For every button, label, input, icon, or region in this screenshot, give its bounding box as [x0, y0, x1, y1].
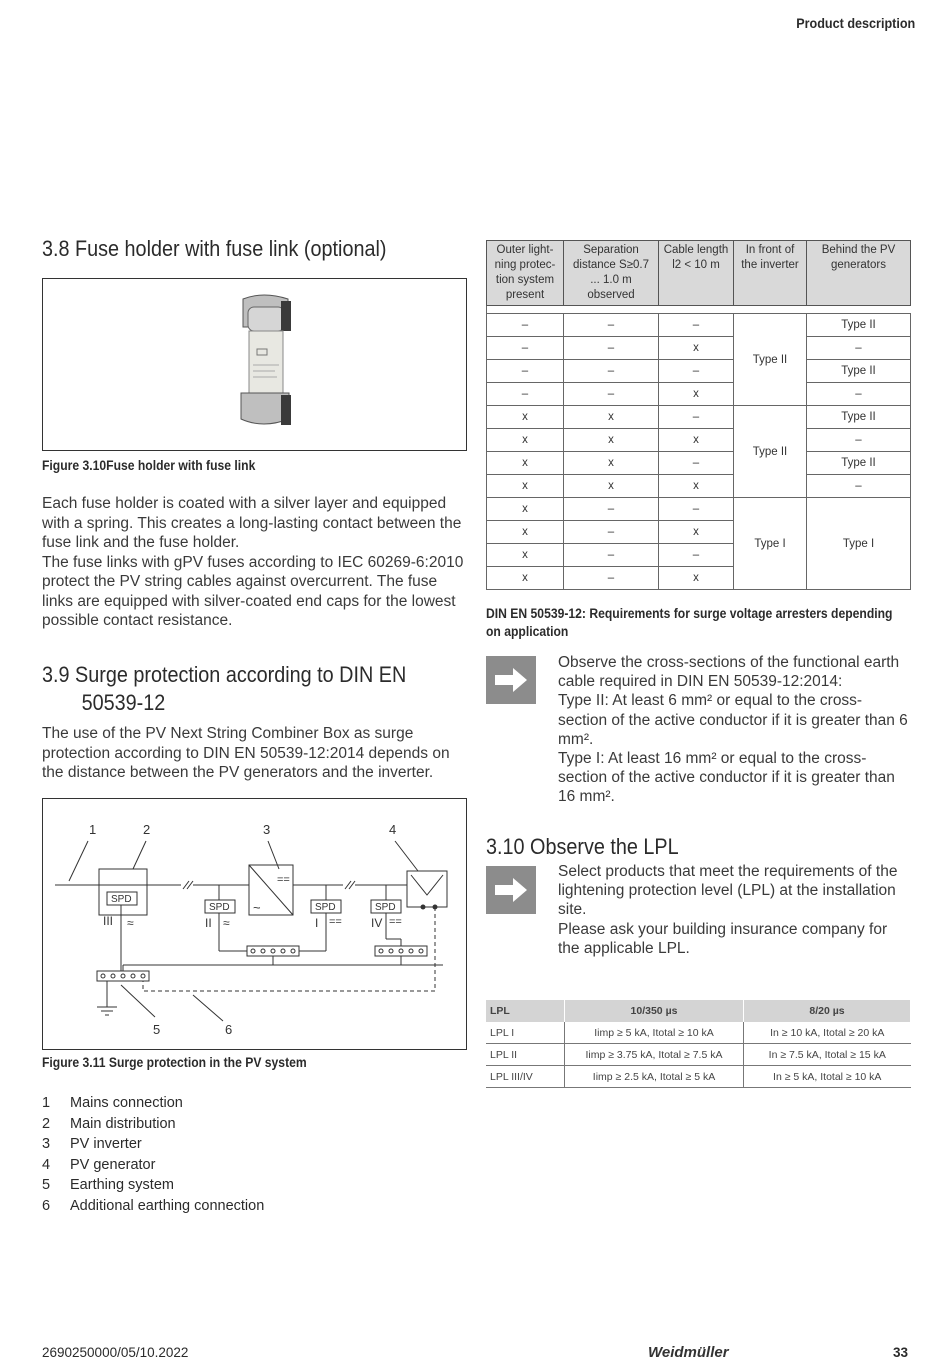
cell: –: [564, 521, 659, 544]
table-row: [487, 383, 911, 406]
spd-label: SPD: [375, 902, 396, 913]
arrow-right-icon: [493, 667, 529, 693]
legend-number: 5: [42, 1177, 51, 1193]
cell: x: [659, 567, 734, 590]
table-header-row: [486, 1000, 911, 1022]
legend-text: Additional earthing connection: [70, 1197, 265, 1214]
cell: LPL I: [486, 1022, 565, 1044]
spacer-row: [487, 306, 911, 314]
legend-text: Earthing system: [70, 1177, 174, 1193]
callout-6: 6: [225, 1022, 233, 1037]
fuse-holder-image: [43, 279, 466, 450]
cell: –: [564, 360, 659, 383]
cell: –: [487, 383, 564, 406]
cell: –: [807, 337, 911, 360]
cell: –: [487, 360, 564, 383]
cell: Iimp ≥ 2.5 kA, Itotal ≥ 5 kA: [565, 1066, 744, 1088]
cell: In ≥ 7.5 kA, Itotal ≥ 15 kA: [744, 1044, 911, 1066]
cell: x: [564, 452, 659, 475]
front-cell: Type II: [734, 314, 807, 406]
note-line: Observe the cross-sections of the functional earth cable required in DIN EN 50539-12:2014:: [558, 654, 900, 691]
figure-legend: [42, 1093, 264, 1216]
dc-symbol: ==: [329, 916, 342, 928]
note-line: Select products that meet the requirements of the lightening protection level (LPL) at the installation site.: [558, 863, 898, 919]
cell: In ≥ 10 kA, Itotal ≥ 20 kA: [744, 1022, 911, 1044]
column-header: Outer light-ning protec-tion system present: [487, 241, 564, 306]
cell: –: [487, 314, 564, 337]
cell: Type II: [807, 360, 911, 383]
cell: x: [659, 521, 734, 544]
cell: x: [487, 406, 564, 429]
dc-symbol: ==: [277, 874, 290, 886]
table-row: [487, 475, 911, 498]
cell: x: [487, 475, 564, 498]
note-arrow-icon: [486, 866, 536, 914]
callout-1: 1: [89, 822, 97, 837]
cell: Type II: [807, 452, 911, 475]
callout-3: 3: [263, 822, 271, 837]
legend-item: [42, 1196, 264, 1217]
surge-protection-diagram: [43, 799, 466, 1049]
legend-item: [42, 1155, 264, 1176]
cell: –: [807, 429, 911, 452]
table-row: [486, 1044, 911, 1066]
legend-item: [42, 1114, 264, 1135]
cell: x: [659, 383, 734, 406]
cell: –: [564, 567, 659, 590]
legend-item: [42, 1175, 264, 1196]
dc-symbol: ==: [389, 916, 402, 928]
callout-4: 4: [389, 822, 397, 837]
page-number: 33: [892, 1345, 908, 1360]
table-row: [487, 406, 911, 429]
cell: x: [487, 452, 564, 475]
note-line: Type I: At least 16 mm² or equal to the cross-section of the active conductor if it is greater than 16 mm².: [558, 750, 895, 806]
note-line: Please ask your building insurance company for the applicable LPL.: [558, 920, 888, 957]
cell: –: [659, 544, 734, 567]
cell: x: [487, 429, 564, 452]
cell: –: [659, 498, 734, 521]
cell: –: [564, 498, 659, 521]
table-row: [487, 429, 911, 452]
column-header: In front of the inverter: [734, 241, 807, 306]
cell: Type II: [807, 314, 911, 337]
type-label: I: [315, 916, 319, 930]
cell: x: [659, 475, 734, 498]
cell: –: [659, 406, 734, 429]
type-label: III: [103, 914, 114, 928]
type-label: II: [205, 916, 212, 930]
paragraph: Each fuse holder is coated with a silver layer and equipped with a spring. This creates a long-lasting contact between the fuse link and the fuse holder.: [42, 495, 462, 551]
legend-number: 2: [42, 1115, 51, 1132]
cell: Type II: [807, 406, 911, 429]
spd-label: SPD: [111, 894, 132, 905]
table-row: [487, 360, 911, 383]
section-3-9-title: [42, 661, 406, 717]
table-row: [486, 1022, 911, 1044]
note-line: Type II: At least 6 mm² or equal to the cross-section of the active conductor if it is greater than 6 mm².: [558, 692, 908, 748]
table-header-row: [487, 241, 911, 306]
title-line: 3.9 Surge protection according to DIN EN: [42, 662, 407, 687]
spd-label: SPD: [209, 902, 230, 913]
legend-number: 4: [42, 1156, 51, 1173]
cell: x: [564, 429, 659, 452]
legend-number: 1: [42, 1095, 51, 1111]
note-lpl: [558, 862, 910, 958]
paragraph: The fuse links with gPV fuses according to IEC 60269-6:2010 protect the PV string cables against overcurrent. The fuse links are equipped with silver-coated end caps for the lowest possible contact resistance.: [42, 553, 464, 629]
cell: –: [659, 314, 734, 337]
legend-text: PV inverter: [70, 1136, 142, 1152]
column-header: Separation distance S≥0.7 ... 1.0 m observed: [564, 241, 659, 306]
cell: x: [659, 429, 734, 452]
spd-label: SPD: [315, 902, 336, 913]
section-3-9-body: The use of the PV Next String Combiner Box as surge protection according to DIN EN 50539-12:2014 depends on the distance between the PV generators and the inverter.: [42, 725, 450, 781]
table-row: [487, 314, 911, 337]
surge-arrester-table: [486, 240, 911, 590]
legend-number: 6: [42, 1197, 51, 1214]
spacer-cell: [487, 306, 911, 314]
column-header: Cable length l2 < 10 m: [659, 241, 734, 306]
cell: x: [487, 544, 564, 567]
cell: x: [659, 337, 734, 360]
cell: Iimp ≥ 5 kA, Itotal ≥ 10 kA: [565, 1022, 744, 1044]
lpl-table: [486, 1000, 911, 1088]
section-3-8-title: 3.8 Fuse holder with fuse link (optional): [42, 236, 387, 261]
table-caption: DIN EN 50539-12: Requirements for surge voltage arresters depending on application: [486, 606, 893, 639]
callout-2: 2: [143, 822, 151, 837]
cell: Iimp ≥ 3.75 kA, Itotal ≥ 7.5 kA: [565, 1044, 744, 1066]
ac-symbol: ≈: [223, 916, 230, 930]
column-header: 8/20 µs: [744, 1000, 911, 1022]
legend-text: Main distribution: [70, 1115, 176, 1132]
cell: –: [807, 383, 911, 406]
cell: x: [564, 475, 659, 498]
cell: x: [487, 567, 564, 590]
document-id: 2690250000/05/10.2022: [42, 1345, 189, 1360]
figure-3-10-caption: Figure 3.10Fuse holder with fuse link: [42, 458, 256, 473]
cell: LPL III/IV: [486, 1066, 565, 1088]
cell: x: [564, 406, 659, 429]
figure-3-11-caption: Figure 3.11 Surge protection in the PV system: [42, 1055, 307, 1070]
cell: –: [807, 475, 911, 498]
callout-5: 5: [153, 1022, 161, 1037]
cell: In ≥ 5 kA, Itotal ≥ 10 kA: [744, 1066, 911, 1088]
cell: –: [659, 360, 734, 383]
table-row: [487, 337, 911, 360]
legend-text: Mains connection: [70, 1095, 183, 1111]
ac-symbol: ≈: [127, 916, 134, 930]
column-header: LPL: [486, 1000, 565, 1022]
note-arrow-icon: [486, 656, 536, 704]
ac-symbol: ~: [253, 900, 261, 915]
front-cell: Type II: [734, 406, 807, 498]
behind-cell: Type I: [807, 498, 911, 590]
legend-number: 3: [42, 1136, 51, 1152]
note-cross-sections: [558, 653, 910, 807]
cell: –: [659, 452, 734, 475]
legend-item: [42, 1093, 264, 1114]
column-header: Behind the PV generators: [807, 241, 911, 306]
column-header: 10/350 µs: [565, 1000, 744, 1022]
cell: –: [564, 337, 659, 360]
cell: x: [487, 498, 564, 521]
running-header: Product description: [795, 15, 915, 31]
cell: –: [564, 314, 659, 337]
front-cell: Type I: [734, 498, 807, 590]
section-3-8-body: [42, 494, 470, 631]
section-3-10-title: 3.10 Observe the LPL: [486, 834, 679, 859]
cell: LPL II: [486, 1044, 565, 1066]
table-row: [487, 498, 911, 521]
legend-text: PV generator: [70, 1156, 156, 1173]
fuse-holder-figure: [42, 278, 467, 451]
brand-logo: Weidmüller: [648, 1344, 729, 1361]
title-line: 50539-12: [81, 690, 166, 715]
cell: –: [487, 337, 564, 360]
table-row: [487, 452, 911, 475]
legend-item: [42, 1134, 264, 1155]
cell: –: [564, 383, 659, 406]
surge-protection-figure: [42, 798, 467, 1050]
type-label: IV: [371, 916, 383, 930]
table-row: [486, 1066, 911, 1088]
cell: x: [487, 521, 564, 544]
arrow-right-icon: [493, 877, 529, 903]
cell: –: [564, 544, 659, 567]
